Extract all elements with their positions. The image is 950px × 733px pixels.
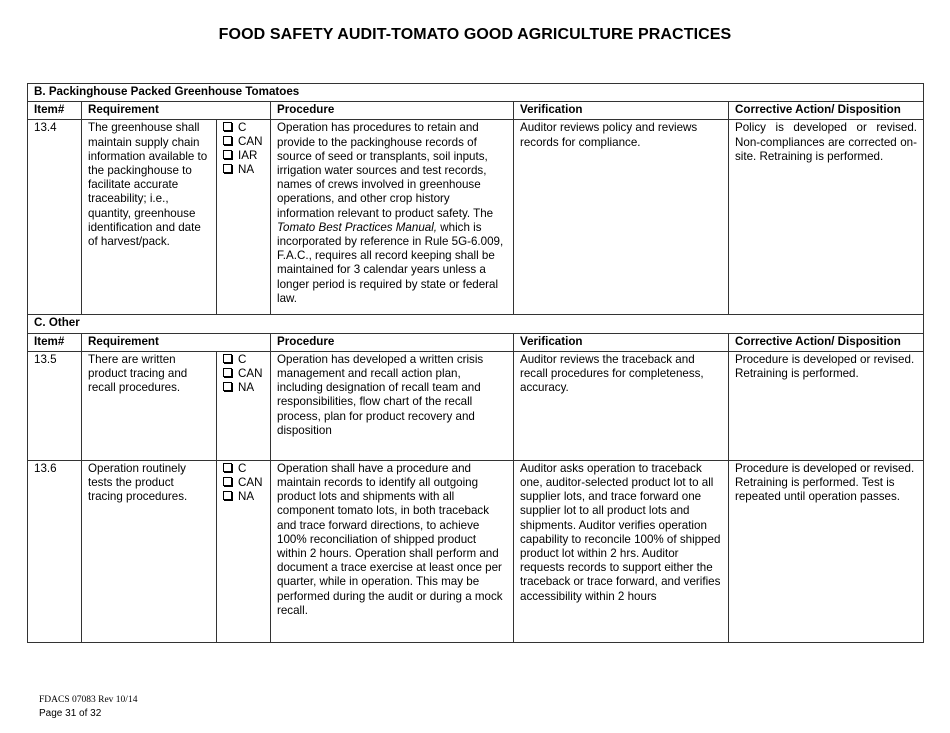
manual-title: Tomato Best Practices Manual,	[277, 220, 438, 234]
col-header-procedure: Procedure	[271, 102, 514, 120]
checkbox-group	[217, 351, 271, 460]
checkbox-icon	[223, 463, 232, 472]
table-row	[28, 120, 924, 315]
checkbox-icon	[223, 477, 232, 486]
col-header-verification: Verification	[514, 102, 729, 120]
document-title: FOOD SAFETY AUDIT-TOMATO GOOD AGRICULTURE PRACTICES	[218, 26, 732, 43]
checkbox-icon	[223, 491, 232, 500]
col-header-requirement: Requirement	[82, 333, 271, 351]
col-header-corrective: Corrective Action/ Disposition	[729, 333, 924, 351]
checkbox-icon	[223, 122, 232, 131]
checkbox-iar[interactable]: IAR	[223, 149, 268, 163]
checkbox-can[interactable]: CAN	[223, 367, 268, 381]
verification-text: Auditor reviews policy and reviews records for compliance.	[514, 120, 729, 315]
checkbox-can[interactable]: CAN	[223, 135, 268, 149]
corrective-text: Procedure is developed or revised. Retraining is performed.	[729, 351, 924, 460]
corrective-text: Procedure is developed or revised. Retraining is performed. Test is repeated until operation passes.	[729, 460, 924, 642]
requirement-text: There are written product tracing and recall procedures.	[82, 351, 217, 460]
audit-table	[27, 83, 924, 643]
requirement-text: Operation routinely tests the product tracing procedures.	[82, 460, 217, 642]
checkbox-na[interactable]: NA	[223, 381, 268, 395]
checkbox-c[interactable]: C	[223, 462, 268, 476]
checkbox-icon	[223, 368, 232, 377]
table-row	[28, 460, 924, 642]
item-number: 13.4	[28, 120, 82, 315]
section-heading: C. Other	[28, 315, 924, 333]
checkbox-icon	[223, 150, 232, 159]
section-c-heading-row	[28, 315, 924, 333]
col-header-corrective: Corrective Action/ Disposition	[729, 102, 924, 120]
procedure-text: Operation has procedures to retain and provide to the packinghouse records of source of seed or transplants, soil inputs, irrigation water sources and test records, names of crews involved in greenhouse operations, and other crop history information relevant to product safety. The Tomato Best Practices Manual, which is incorporated by reference in Rule 5G-6.009, F.A.C., requires all record keeping shall be maintained for 3 calendar years unless a longer period is required by state or federal law.	[271, 120, 514, 315]
checkbox-icon	[223, 136, 232, 145]
procedure-text: Operation has developed a written crisis management and recall action plan, including designation of recall team and responsibilities, flow chart of the recall process, plan for product recovery and disposition	[271, 351, 514, 460]
checkbox-group	[217, 120, 271, 315]
col-header-item: Item#	[28, 102, 82, 120]
procedure-text: Operation shall have a procedure and maintain records to identify all outgoing product lots and shipments with all component tomato lots, in both traceback and trace forward directions, to achieve 100% reconciliation of shipped product within 2 hours. Operation shall perform and document a trace exercise at least once per quarter, while in operation. This may be performed during the audit or during a mock recall.	[271, 460, 514, 642]
checkbox-group	[217, 460, 271, 642]
verification-text: Auditor asks operation to traceback one, auditor-selected product lot to all supplier lots, and trace forward one supplier lot to all product lots and shipments. Auditor verifies operation capability to reconcile 100% of shipped product lot within 2 hrs. Auditor requests records to support either the traceback or trace forward, and verifies accessibility within 2 hours	[514, 460, 729, 642]
page-footer	[39, 694, 137, 720]
item-number: 13.6	[28, 460, 82, 642]
checkbox-icon	[223, 354, 232, 363]
column-header-row	[28, 333, 924, 351]
checkbox-can[interactable]: CAN	[223, 476, 268, 490]
checkbox-na[interactable]: NA	[223, 163, 268, 177]
checkbox-icon	[223, 382, 232, 391]
checkbox-icon	[223, 164, 232, 173]
col-header-verification: Verification	[514, 333, 729, 351]
col-header-item: Item#	[28, 333, 82, 351]
table-row	[28, 351, 924, 460]
page-number: Page 31 of 32	[39, 708, 102, 719]
checkbox-na[interactable]: NA	[223, 490, 268, 504]
col-header-requirement: Requirement	[82, 102, 271, 120]
section-heading: B. Packinghouse Packed Greenhouse Tomatoes	[28, 84, 924, 102]
checkbox-c[interactable]: C	[223, 353, 268, 367]
requirement-text: The greenhouse shall maintain supply chain information available to the packinghouse to facilitate accurate traceability; i.e., quantity, greenhouse identification and date of harvest/pack.	[82, 120, 217, 315]
column-header-row	[28, 102, 924, 120]
col-header-procedure: Procedure	[271, 333, 514, 351]
item-number: 13.5	[28, 351, 82, 460]
corrective-text: Policy is developed or revised. Non-compliances are corrected on-site. Retraining is performed.	[729, 120, 924, 315]
form-number: FDACS 07083 Rev 10/14	[39, 695, 138, 705]
checkbox-c[interactable]: C	[223, 121, 268, 135]
verification-text: Auditor reviews the traceback and recall procedures for completeness, accuracy.	[514, 351, 729, 460]
section-b-heading-row	[28, 84, 924, 102]
